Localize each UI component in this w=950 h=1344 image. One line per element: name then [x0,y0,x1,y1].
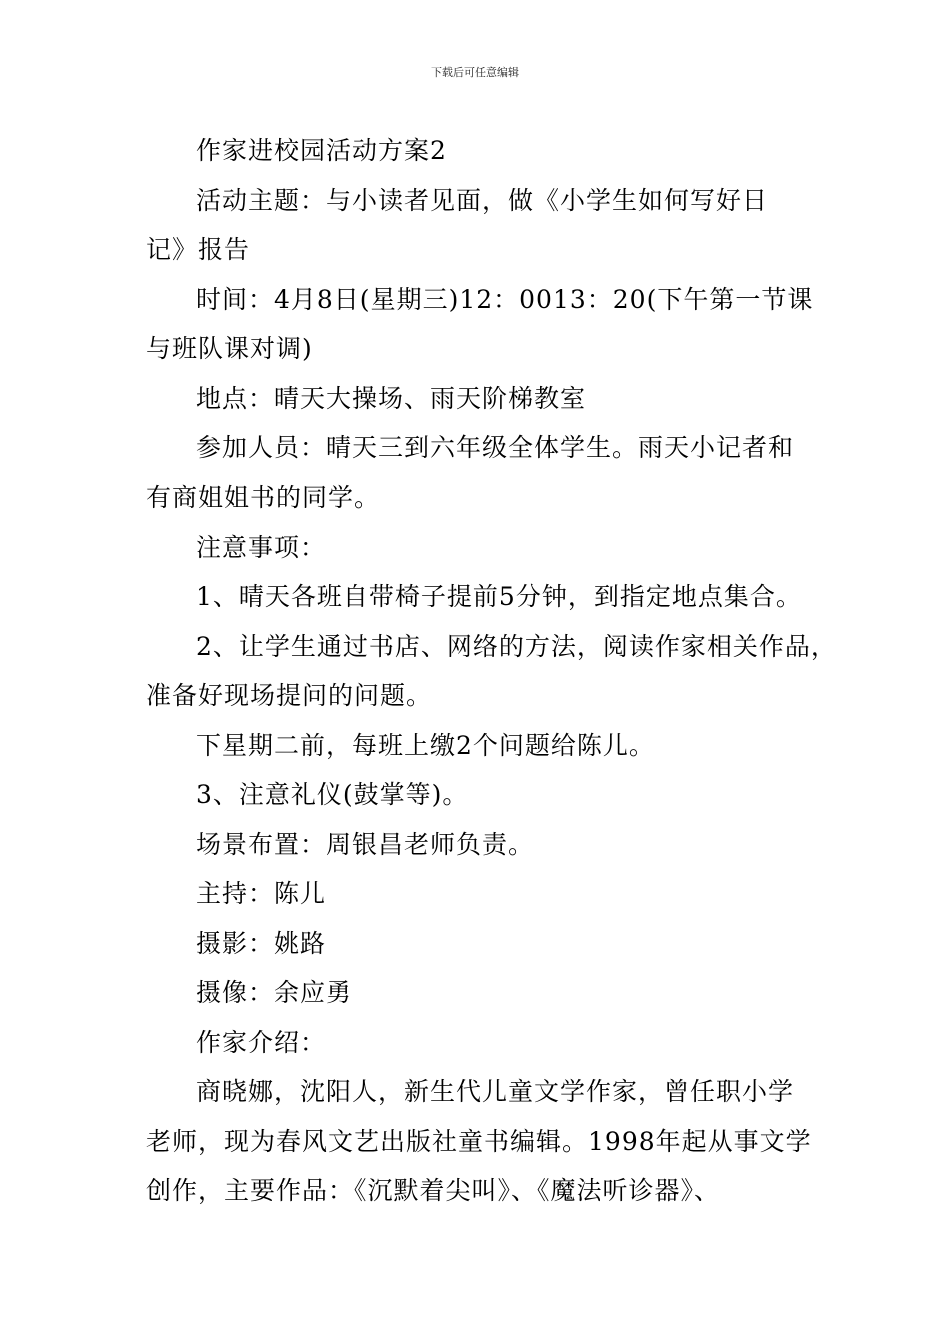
time-line-2: 与班队课对调) [146,334,313,363]
photography-line: 摄影：姚路 [196,929,327,958]
author-intro-line-2: 老师，现为春风文艺出版社童书编辑。1998年起从事文学 [146,1127,812,1156]
host-line: 主持：陈儿 [196,879,327,908]
notes-heading: 注意事项： [196,533,327,562]
time-line-1: 时间：4月8日(星期三)12：0013：20(下午第一节课 [196,285,814,314]
question-deadline-line: 下星期二前，每班上缴2个问题给陈儿。 [196,731,655,760]
author-intro-line-3: 创作，主要作品：《沉默着尖叫》、《魔法听诊器》、 [146,1176,721,1205]
note-item-2-line-2: 准备好现场提问的问题。 [146,681,433,710]
videography-line: 摄像：余应勇 [196,978,353,1007]
note-item-1: 1、晴天各班自带椅子提前5分钟，到指定地点集合。 [196,582,802,611]
document-title: 作家进校园活动方案2 [196,136,447,165]
location-line: 地点：晴天大操场、雨天阶梯教室 [196,384,587,413]
participants-line-2: 有商姐姐书的同学。 [146,483,381,512]
theme-line-2: 记》报告 [146,235,251,264]
author-intro-heading: 作家介绍： [196,1028,327,1057]
participants-line-1: 参加人员：晴天三到六年级全体学生。雨天小记者和 [196,433,795,462]
note-item-3: 3、注意礼仪(鼓掌等)。 [196,780,469,809]
download-note: 下载后可任意编辑 [431,66,519,79]
scene-setup-line: 场景布置：周银昌老师负责。 [196,830,535,859]
note-item-2-line-1: 2、让学生通过书店、网络的方法，阅读作家相关作品， [196,632,837,661]
theme-line-1: 活动主题：与小读者见面，做《小学生如何写好日 [196,186,769,215]
author-intro-line-1: 商晓娜，沈阳人，新生代儿童文学作家，曾任职小学 [196,1077,795,1106]
